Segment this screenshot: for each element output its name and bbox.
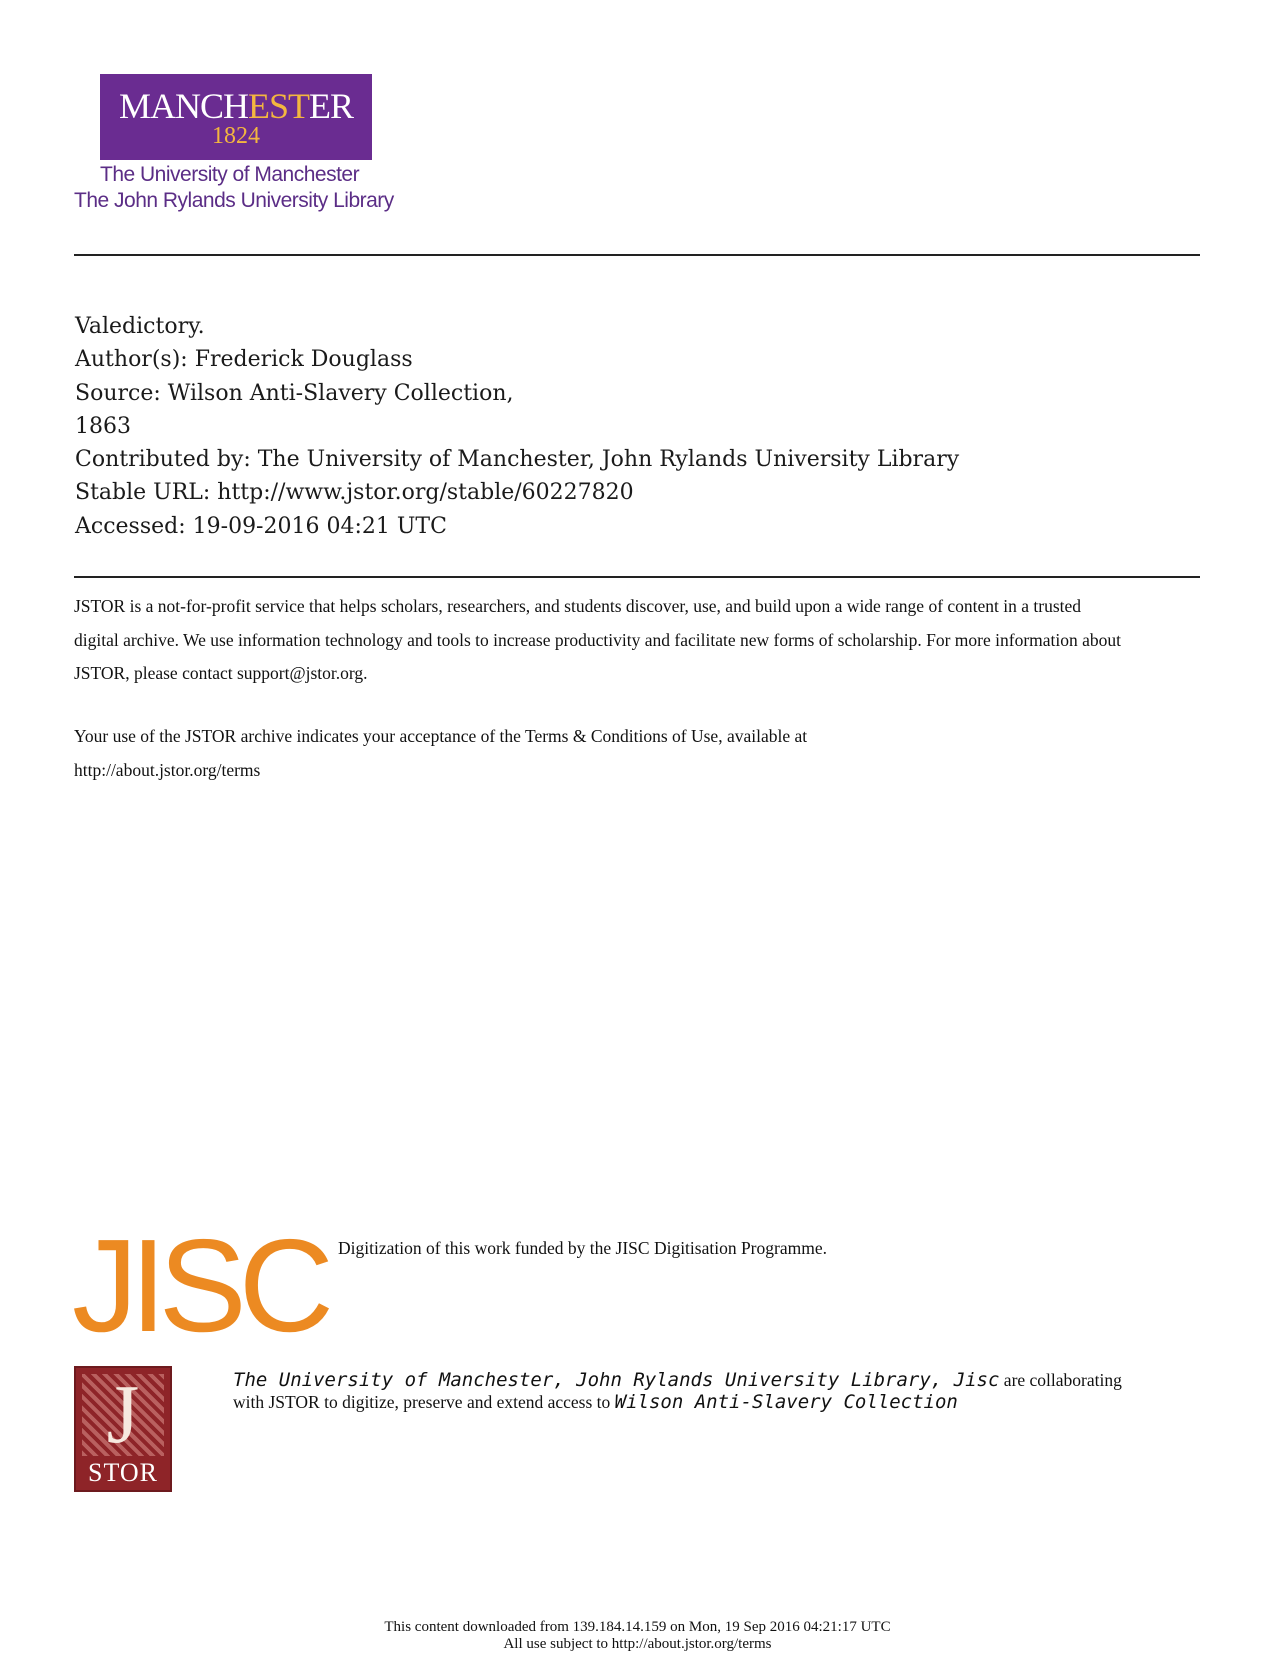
terms-notice [74, 720, 1204, 787]
jstor-logo-letter: J [106, 1368, 140, 1461]
jstor-notice [74, 590, 1204, 691]
manchester-university-name: The University of Manchester [100, 163, 360, 186]
source-line: Source: Wilson Anti-Slavery Collection, [75, 380, 514, 406]
jstor-logo-text: STOR [88, 1458, 158, 1487]
manchester-logo-box [100, 74, 372, 160]
terms-link[interactable]: http://about.jstor.org/terms [74, 759, 261, 780]
notice-line: digital archive. We use information technology and tools to increase productivity and facilitate new forms of scholarship. For more information about [74, 629, 1122, 650]
middle-divider [74, 576, 1200, 578]
john-rylands-library-name: The John Rylands University Library [74, 189, 394, 212]
article-title: Valedictory. [75, 314, 205, 339]
download-footer [0, 1619, 1275, 1653]
collaboration-text: are collaborating [999, 1370, 1122, 1390]
collaborating-institutions: The University of Manchester, John Rylands University Library, Jisc [233, 1369, 1000, 1391]
collaboration-text: with JSTOR to digitize, preserve and extend access to [233, 1392, 615, 1412]
notice-line: JSTOR is a not-for-profit service that helps scholars, researchers, and students discover, use, and build upon a wide range of content in a trusted [74, 596, 1082, 616]
authors-line: Author(s): Frederick Douglass [75, 347, 413, 373]
footer-download-info: This content downloaded from 139.184.14.159 on Mon, 19 Sep 2016 04:21:17 UTC [384, 1619, 891, 1635]
manchester-wordmark: MANCHESTER [118, 86, 354, 126]
terms-line: Your use of the JSTOR archive indicates your acceptance of the Terms & Conditions of Use, available at [74, 726, 808, 746]
footer-terms: All use subject to http://about.jstor.org/terms [503, 1636, 772, 1652]
citation-metadata [75, 310, 959, 543]
jisc-funding-text: Digitization of this work funded by the JISC Digitisation Programme. [338, 1238, 827, 1258]
contributed-by-line: Contributed by: The University of Manchester, John Rylands University Library [75, 447, 960, 473]
collaboration-statement [233, 1369, 1122, 1413]
collaboration-line-1 [233, 1369, 1122, 1391]
source-year: 1863 [75, 413, 131, 439]
manchester-year: 1824 [212, 123, 260, 149]
jisc-logo: JISC [72, 1212, 327, 1359]
collaboration-line-2 [233, 1391, 1122, 1413]
accessed-line: Accessed: 19-09-2016 04:21 UTC [75, 513, 447, 539]
stable-url-line[interactable]: Stable URL: http://www.jstor.org/stable/60227820 [75, 480, 634, 506]
collection-name: Wilson Anti-Slavery Collection [614, 1391, 958, 1413]
top-divider [74, 254, 1200, 256]
jstor-logo [74, 1366, 172, 1492]
notice-line: JSTOR, please contact support@jstor.org. [74, 663, 368, 683]
